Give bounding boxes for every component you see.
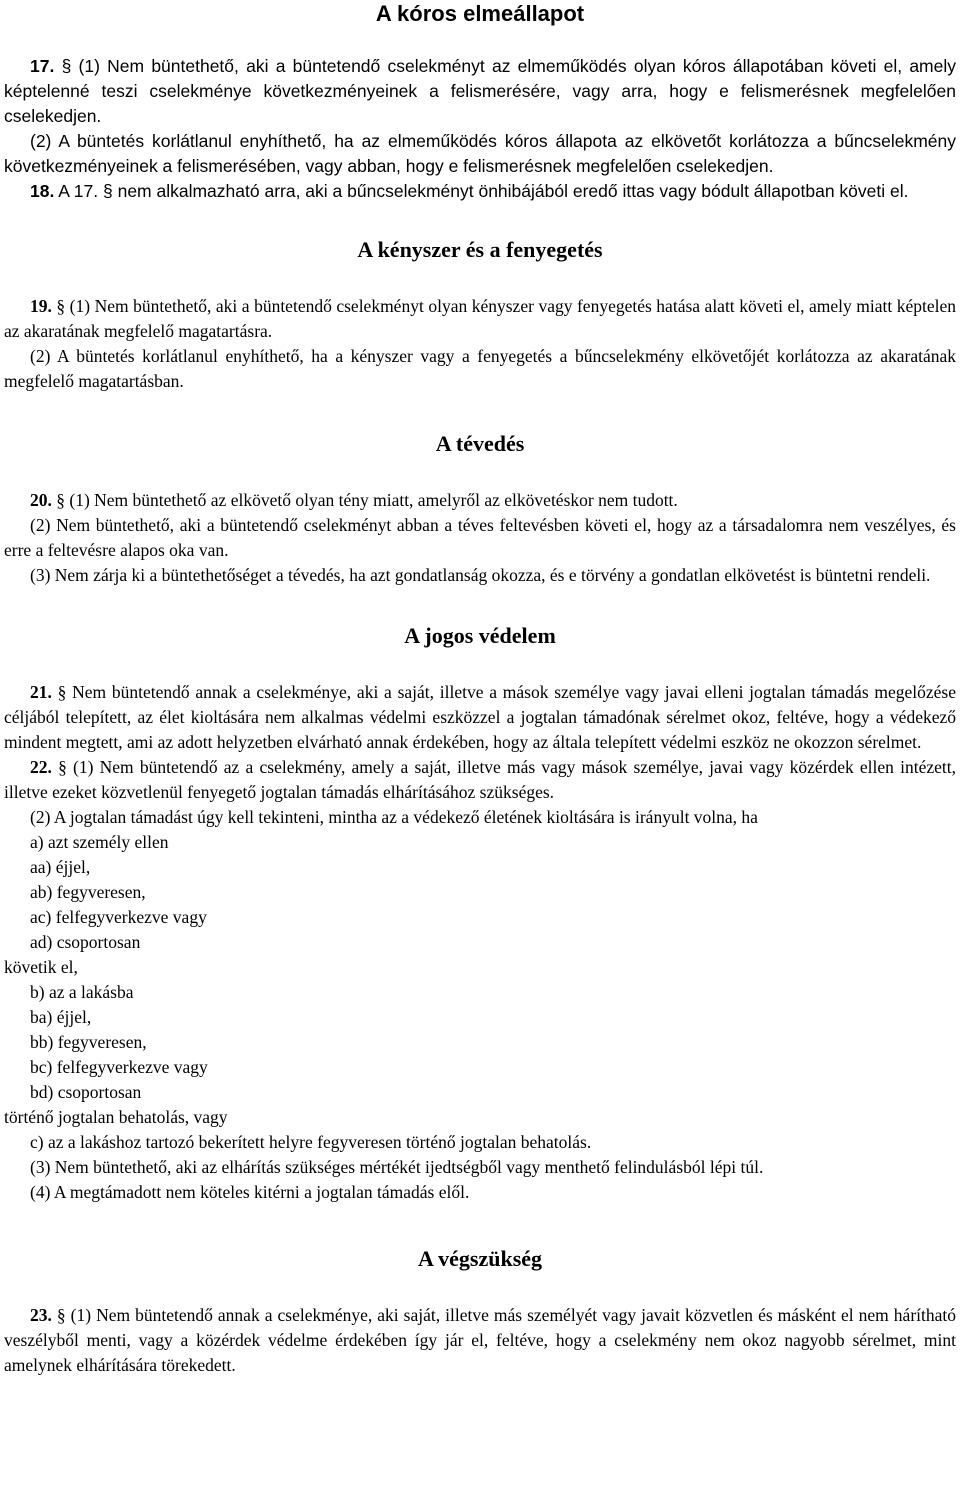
list-item: bc) felfegyverkezve vagy <box>30 1057 208 1077</box>
paragraph-18: 18. A 17. § nem alkalmazható arra, aki a bűncselekményt önhibájából eredő ittas vagy bódult állapotban követi el. <box>30 181 909 201</box>
list-item: c) az a lakáshoz tartozó bekerített helyre fegyveresen történő jogtalan behatolás. <box>30 1132 592 1152</box>
paragraph-19: 19. § (1) Nem büntethető, aki a büntetendő cselekményt olyan kényszer vagy fenyegetés hatása alatt követi el, amely miatt képtelen az akaratának megfelelő magatartásra. <box>4 296 957 341</box>
paragraph-22: 22. § (1) Nem büntetendő az a cselekmény, amely a saját, illetve más vagy mások személye, javai vagy közérdek ellen intézett, illetve ezeket közvetlenül fenyegető jogtalan támadás elhárításához szükséges. <box>4 757 956 802</box>
paragraph-17-2: (2) A büntetés korlátlanul enyhíthető, ha az elmeműködés kóros állapota az elkövetőt korlátozza a bűncselekmény következményeinek a felismerésében, vagy abban, hogy e felismerésnek megfelelően cselekedjen. <box>4 131 956 176</box>
paragraph-17: 17. § (1) Nem büntethető, aki a büntetendő cselekményt az elmeműködés olyan kóros állapotában követi el, amely képtelenné teszi cselekménye következményeinek a felismerésére, vagy arra, hogy e felismerésnek megfelelően cselekedjen. <box>4 56 956 126</box>
section-number: 22. <box>30 757 52 777</box>
paragraph-22-3: (3) Nem büntethető, aki az elhárítás szükséges mértékét ijedtségből vagy menthető felindulásból lépi túl. <box>30 1157 764 1177</box>
paragraph-20-2: (2) Nem büntethető, aki a büntetendő cselekményt abban a téves feltevésben követi el, hogy az a társadalomra nem veszélyes, és erre a feltevésre alapos oka van. <box>4 515 956 560</box>
list-item: bd) csoportosan <box>30 1082 142 1102</box>
section-number: 20. <box>30 490 52 510</box>
heading-kenyszer-es-fenyegetes: A kényszer és a fenyegetés <box>357 237 603 262</box>
section-number: 19. <box>30 296 52 316</box>
paragraph-20: 20. § (1) Nem büntethető az elkövető olyan tény miatt, amelyről az elkövetéskor nem tudott. <box>30 490 678 510</box>
paragraph-20-3: (3) Nem zárja ki a büntethetőséget a tévedés, ha azt gondatlanság okozza, és e törvény a gondatlan elkövetést is büntetni rendeli. <box>30 565 931 585</box>
heading-koros-elmeallapot: A kóros elmeállapot <box>375 1 585 26</box>
list-item: bb) fegyveresen, <box>30 1032 147 1052</box>
list-item: ba) éjjel, <box>30 1007 92 1027</box>
list-tail: követik el, <box>4 957 78 977</box>
list-item: ad) csoportosan <box>30 932 141 952</box>
section-number: 17. <box>30 56 55 76</box>
heading-vegszukseg: A végszükség <box>417 1246 543 1271</box>
list-item: b) az a lakásba <box>30 982 134 1002</box>
paragraph-23: 23. § (1) Nem büntetendő annak a cselekménye, aki saját, illetve más személyét vagy javait közvetlen és másként el nem hárítható veszélyből menti, vagy a közérdek védelme érdekében így jár el, feltéve, hogy a cselekmény nem okoz nagyobb sérelmet, mint amelynek elhárítására törekedett. <box>4 1305 957 1375</box>
list-tail: történő jogtalan behatolás, vagy <box>4 1107 228 1127</box>
paragraph-22-4: (4) A megtámadott nem köteles kitérni a jogtalan támadás elől. <box>30 1182 470 1202</box>
paragraph-19-2: (2) A büntetés korlátlanul enyhíthető, ha a kényszer vagy a fenyegetés a bűncselekmény elkövetőjét korlátozza az akaratának megfelelő magatartásban. <box>4 346 956 391</box>
section-number: 18. <box>30 181 55 201</box>
list-item: ab) fegyveresen, <box>30 882 146 902</box>
list-item: ac) felfegyverkezve vagy <box>30 907 207 927</box>
section-number: 21. <box>30 682 52 702</box>
heading-tevedes: A tévedés <box>435 431 525 456</box>
paragraph-22-2: (2) A jogtalan támadást úgy kell tekinteni, mintha az a védekező életének kioltására is irányult volna, ha <box>30 807 758 827</box>
heading-jogos-vedelem: A jogos védelem <box>404 623 556 648</box>
paragraph-21: 21. § Nem büntetendő annak a cselekménye, aki a saját, illetve a mások személye vagy javai elleni jogtalan támadás megelőzése céljából telepített, az élet kioltására nem alkalmas védelmi eszközzel a jogtalan támadónak sérelmet okoz, feltéve, hogy a védekező mindent megtett, ami az adott helyzetben elvárható annak érdekében, hogy az általa telepített védelmi eszköz ne okozzon sérelmet. <box>4 682 956 752</box>
section-number: 23. <box>30 1305 52 1325</box>
list-item: aa) éjjel, <box>30 857 91 877</box>
list-item: a) azt személy ellen <box>30 832 169 852</box>
